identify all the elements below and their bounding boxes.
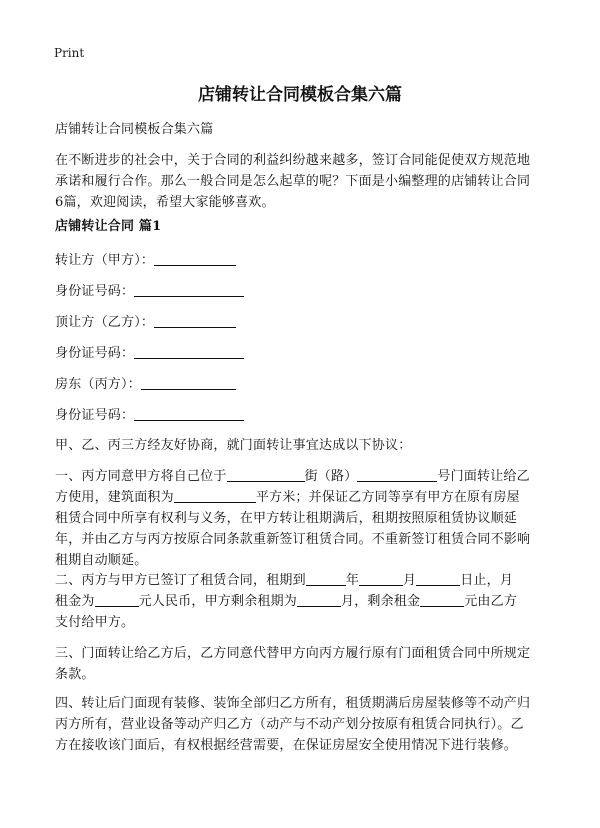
blank-line[interactable] [227, 467, 305, 482]
text: 元人民币，甲方剩余租期为 [138, 594, 298, 609]
field-landlord [55, 374, 236, 395]
clause-2-line-3: 支付给甲方。 [55, 615, 135, 630]
field-label: 房东（丙方）： [55, 377, 141, 392]
page-title: 店铺转让合同模板合集六篇 [198, 85, 402, 105]
print-link[interactable]: Print [54, 46, 85, 60]
field-label: 身份证号码： [55, 346, 135, 361]
blank-line[interactable] [357, 467, 437, 482]
clause-1-line-5: 租期自动顺延。 [55, 553, 148, 568]
blank-line[interactable] [420, 592, 464, 607]
blank-line[interactable] [134, 344, 244, 359]
clause-1-line-3: 租赁合同中所享有权利与义务，在甲方转让租期满后，租期按照原租赁协议顺延 [55, 511, 518, 526]
text: 一、丙方同意甲方将自己位于 [55, 469, 227, 484]
text: 日止，月 [460, 573, 514, 588]
clause-4-line-1: 四、转让后门面现有装修、装饰全部归乙方所有，租赁期满后房屋装修等不动产归 [55, 696, 531, 711]
field-label: 身份证号码： [55, 284, 135, 299]
clause-4-line-2: 丙方所有，营业设备等动产归乙方（动产与不动产划分按原有租赁合同执行）。乙 [55, 717, 524, 732]
blank-line[interactable] [134, 406, 244, 421]
field-id-transferor [55, 281, 244, 302]
clause-3-line-1: 三、门面转让给乙方后，乙方同意代替甲方向丙方履行原有门面租赁合同中所规定 [55, 646, 531, 661]
field-label: 转让方（甲方）： [55, 253, 155, 268]
blank-line[interactable] [141, 375, 236, 390]
blank-line[interactable] [297, 592, 341, 607]
text: 年 [345, 573, 360, 588]
section-heading: 店铺转让合同 篇1 [55, 219, 162, 234]
blank-line[interactable] [134, 282, 244, 297]
text: 月 [403, 573, 417, 588]
text: 平方米；并保证乙方同等享有甲方在原有房屋 [255, 490, 520, 505]
blank-line[interactable] [154, 251, 236, 266]
document-subtitle: 店铺转让合同模板合集六篇 [55, 122, 214, 137]
clause-4-line-3: 方在接收该门面后，有权根据经营需要，在保证房屋安全使用情况下进行装修。 [55, 738, 518, 753]
text: 号门面转让给乙 [437, 469, 530, 484]
field-transferee [55, 312, 236, 333]
clause-2-line-1 [55, 570, 513, 591]
blank-line[interactable] [306, 571, 346, 586]
blank-line[interactable] [359, 571, 403, 586]
blank-line[interactable] [416, 571, 460, 586]
text: 街（路） [304, 469, 358, 484]
intro-line-2: 承诺和履行合作。那么一般合同是怎么起草的呢？下面是小编整理的店铺转让合同 [55, 174, 531, 189]
clause-3-line-2: 条款。 [55, 667, 95, 682]
intro-line-3: 6篇，欢迎阅读，希望大家能够喜欢。 [55, 195, 275, 210]
field-label: 身份证号码： [55, 408, 135, 423]
clause-1-line-1 [55, 466, 530, 487]
field-id-landlord [55, 405, 244, 426]
agreement-intro: 甲、乙、丙三方经友好协商，就门面转让事宜达成以下协议： [55, 438, 412, 453]
field-transferor [55, 250, 236, 271]
blank-line[interactable] [95, 592, 139, 607]
clause-2-line-2 [55, 591, 517, 612]
intro-line-1: 在不断进步的社会中，关于合同的利益纠纷越来越多，签订合同能促使双方规范地 [55, 153, 531, 168]
clause-1-line-2 [55, 487, 520, 508]
blank-line[interactable] [174, 488, 256, 503]
field-label: 顶让方（乙方）： [55, 315, 155, 330]
clause-1-line-4: 年，并由乙方与丙方按原合同条款重新签订租赁合同。不重新签订租赁合同不影响 [55, 532, 531, 547]
field-id-transferee [55, 343, 244, 364]
text: 方使用，建筑面积为 [55, 490, 174, 505]
text: 元由乙方 [464, 594, 518, 609]
text: 月，剩余租金 [341, 594, 421, 609]
blank-line[interactable] [154, 313, 236, 328]
text: 租金为 [55, 594, 95, 609]
text: 二、丙方与甲方已签订了租赁合同，租期到 [55, 573, 306, 588]
